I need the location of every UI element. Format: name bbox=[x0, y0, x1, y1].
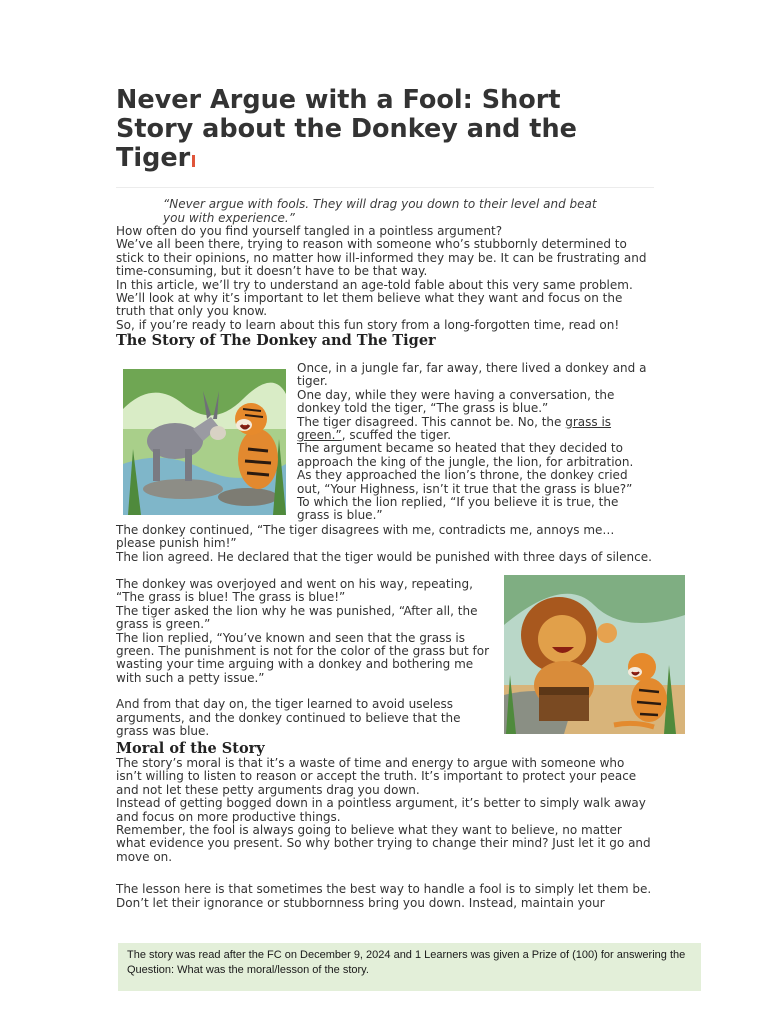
moral-paragraph: The lesson here is that sometimes the best way to handle a fool is to simply let them be. Don’t let their ignorance or stubbornness bring you down. Instead, maintain your bbox=[116, 882, 652, 910]
intro-paragraph: How often do you find yourself tangled in a pointless argument? bbox=[116, 224, 503, 238]
donkey-and-tiger-illustration bbox=[123, 369, 286, 515]
moral-paragraph: The story’s moral is that it’s a waste of time and energy to argue with someone who isn’t willing to listen to reason or accept the truth. It’s important to protect your peace and not let these petty arguments drag you down. bbox=[116, 756, 637, 797]
story-heading: The Story of The Donkey and The Tiger bbox=[116, 332, 436, 349]
moral-paragraph: Instead of getting bogged down in a pointless argument, it’s better to simply walk away and focus on more productive things. bbox=[116, 796, 646, 824]
story-paragraph: The lion replied, “You’ve known and seen that the grass is green. The punishment is not for the color of the grass but for wasting your time arguing with a donkey and bothering me with such a petty issue.” bbox=[116, 630, 490, 685]
story-beside-image bbox=[297, 362, 649, 523]
story-text: , scuffed the tiger. bbox=[341, 428, 452, 443]
intro-paragraph: So, if you’re ready to learn about this fun story from a long-forgotten time, read on! bbox=[116, 317, 620, 332]
moral-paragraph: Remember, the fool is always going to believe what they want to believe, no matter what evidence you present. So why bother trying to change their mind? Just let it go and move on. bbox=[116, 823, 651, 864]
moral-heading: Moral of the Story bbox=[116, 740, 265, 757]
story-paragraph: To which the lion replied, “If you believe it is true, the grass is blue.” bbox=[297, 495, 619, 523]
lion-and-tiger-illustration bbox=[504, 575, 685, 734]
story-paragraph: The tiger asked the lion why he was punished, “After all, the grass is green.” bbox=[116, 603, 478, 632]
text-cursor bbox=[192, 155, 195, 167]
grass-is-green-link[interactable]: grass is green.” bbox=[297, 414, 612, 443]
story-beside-second-image bbox=[116, 578, 494, 738]
story-paragraph: Once, in a jungle far, far away, there lived a donkey and a tiger. bbox=[297, 361, 647, 389]
title-divider bbox=[116, 187, 654, 188]
story-paragraph: The argument became so heated that they decided to approach the king of the jungle, the lion, for arbitration. bbox=[297, 441, 634, 469]
story-paragraph: The donkey was overjoyed and went on his way, repeating, “The grass is blue! The grass is blue!” bbox=[116, 577, 473, 605]
story-text: The tiger disagreed. This cannot be. No, the bbox=[297, 414, 566, 429]
article-title-text: Never Argue with a Fool: Short Story about the Donkey and the Tiger bbox=[116, 85, 577, 173]
story-paragraph: The donkey continued, “The tiger disagrees with me, contradicts me, annoys me… please punish him!” bbox=[116, 523, 615, 551]
epigraph-quote: “Never argue with fools. They will drag you down to their level and beat you with experience.” bbox=[163, 197, 597, 225]
intro-section bbox=[116, 225, 652, 332]
story-paragraph: The lion agreed. He declared that the tiger would be punished with three days of silence. bbox=[116, 549, 652, 564]
intro-paragraph: In this article, we’ll try to understand an age-told fable about this very same problem. We’ll look at why it’s important to let them believe what they want and focus on the truth that only you know. bbox=[116, 277, 633, 319]
moral-section bbox=[116, 757, 652, 910]
story-paragraph: As they approached the lion’s throne, the donkey cried out, “Your Highness, isn’t it true that the grass is blue?” bbox=[297, 468, 633, 496]
class-note-box: The story was read after the FC on December 9, 2024 and 1 Learners was given a Prize of (100) for answering the Question: What was the moral/lesson of the story. bbox=[118, 943, 701, 991]
story-full-width bbox=[116, 524, 652, 564]
intro-paragraph: We’ve all been there, trying to reason with someone who’s stubbornly determined to stick to their opinions, no matter how ill-informed they may be. It can be frustrating and time-consuming, but it doesn’t have to be that way. bbox=[116, 237, 647, 279]
story-paragraph: One day, while they were having a conversation, the donkey told the tiger, “The grass is blue.” bbox=[297, 387, 615, 416]
story-paragraph: And from that day on, the tiger learned to avoid useless arguments, and the donkey continued to believe that the grass was blue. bbox=[116, 697, 461, 739]
article-title bbox=[116, 86, 636, 173]
story-paragraph bbox=[297, 416, 649, 443]
